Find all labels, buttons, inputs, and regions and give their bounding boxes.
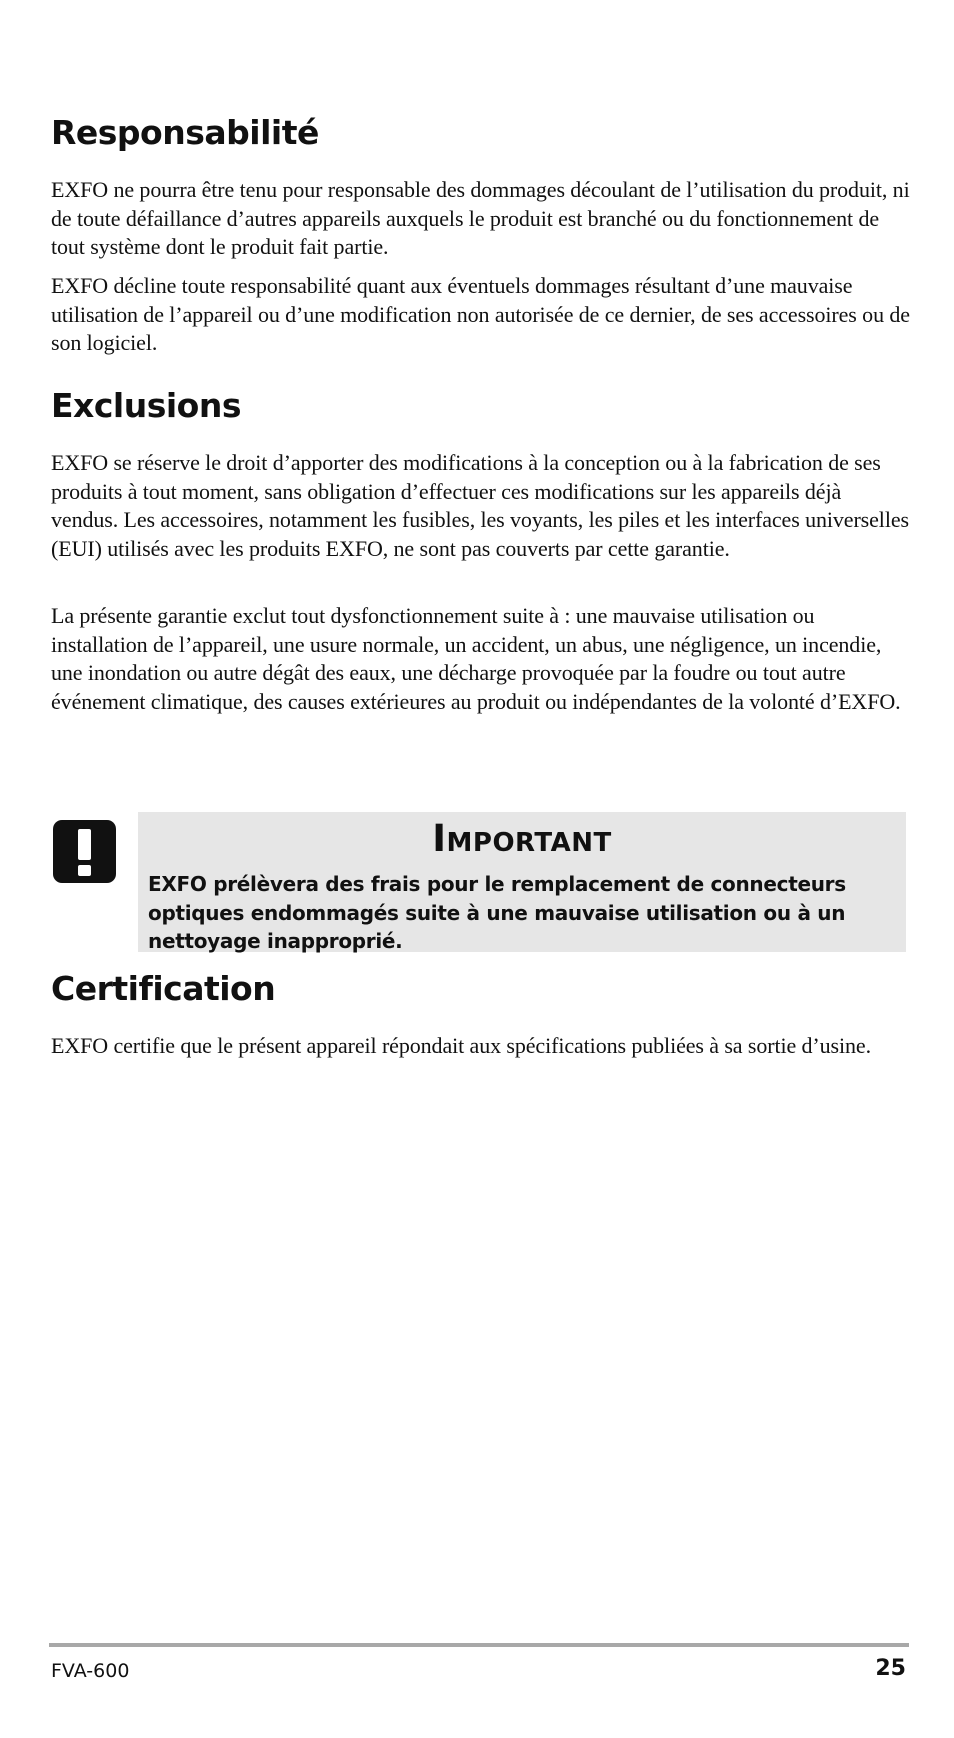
paragraph-responsabilite-1: EXFO ne pourra être tenu pour responsable des dommages découlant de l’utilisation du produit, ni de toute défaillance d’autres appareils auxquels le produit est branché ou du fonctionnement de tout système dont le produit fait partie. [51,177,910,259]
footer-page-number: 25 [875,1656,906,1681]
heading-exclusions: Exclusions [51,386,241,425]
heading-responsabilite: Responsabilité [51,113,319,152]
paragraph-exclusions-1: EXFO se réserve le droit d’apporter des modifications à la conception ou à la fabrication de ses produits à tout moment, sans obligation d’effectuer ces modifications sur les appareils déjà vendus. Les accessoires, notamment les fusibles, les voyants, les piles et les interfaces universelles (EUI) utilisés avec les produits EXFO, ne sont pas couverts par cette garantie. [51,450,909,561]
important-exclamation-icon [53,820,116,883]
footer-divider [49,1643,909,1647]
heading-certification: Certification [51,969,276,1008]
important-text: EXFO prélèvera des frais pour le remplacement de connecteurs optiques endommagés suite à une mauvaise utilisation ou à un nettoyage inapproprié. [148,872,846,953]
exclamation-dot [78,865,91,876]
important-title: Important [432,817,612,860]
footer-product-name: FVA-600 [51,1660,130,1682]
important-callout [138,812,906,952]
paragraph-exclusions-2: La présente garantie exclut tout dysfonctionnement suite à : une mauvaise utilisation ou installation de l’appareil, une usure normale, un accident, un abus, une négligence, un incendie, une inondation ou autre dégât des eaux, une décharge provoquée par la foudre ou tout autre événement climatique, des causes extérieures au produit ou indépendantes de la volonté d’EXFO. [51,603,901,714]
exclamation-bar [78,829,91,860]
paragraph-certification-1: EXFO certifie que le présent appareil répondait aux spécifications publiées à sa sortie d’usine. [51,1033,871,1058]
paragraph-responsabilite-2: EXFO décline toute responsabilité quant aux éventuels dommages résultant d’une mauvaise utilisation de l’appareil ou d’une modification non autorisée de ce dernier, de ses accessoires ou de son logiciel. [51,273,910,355]
